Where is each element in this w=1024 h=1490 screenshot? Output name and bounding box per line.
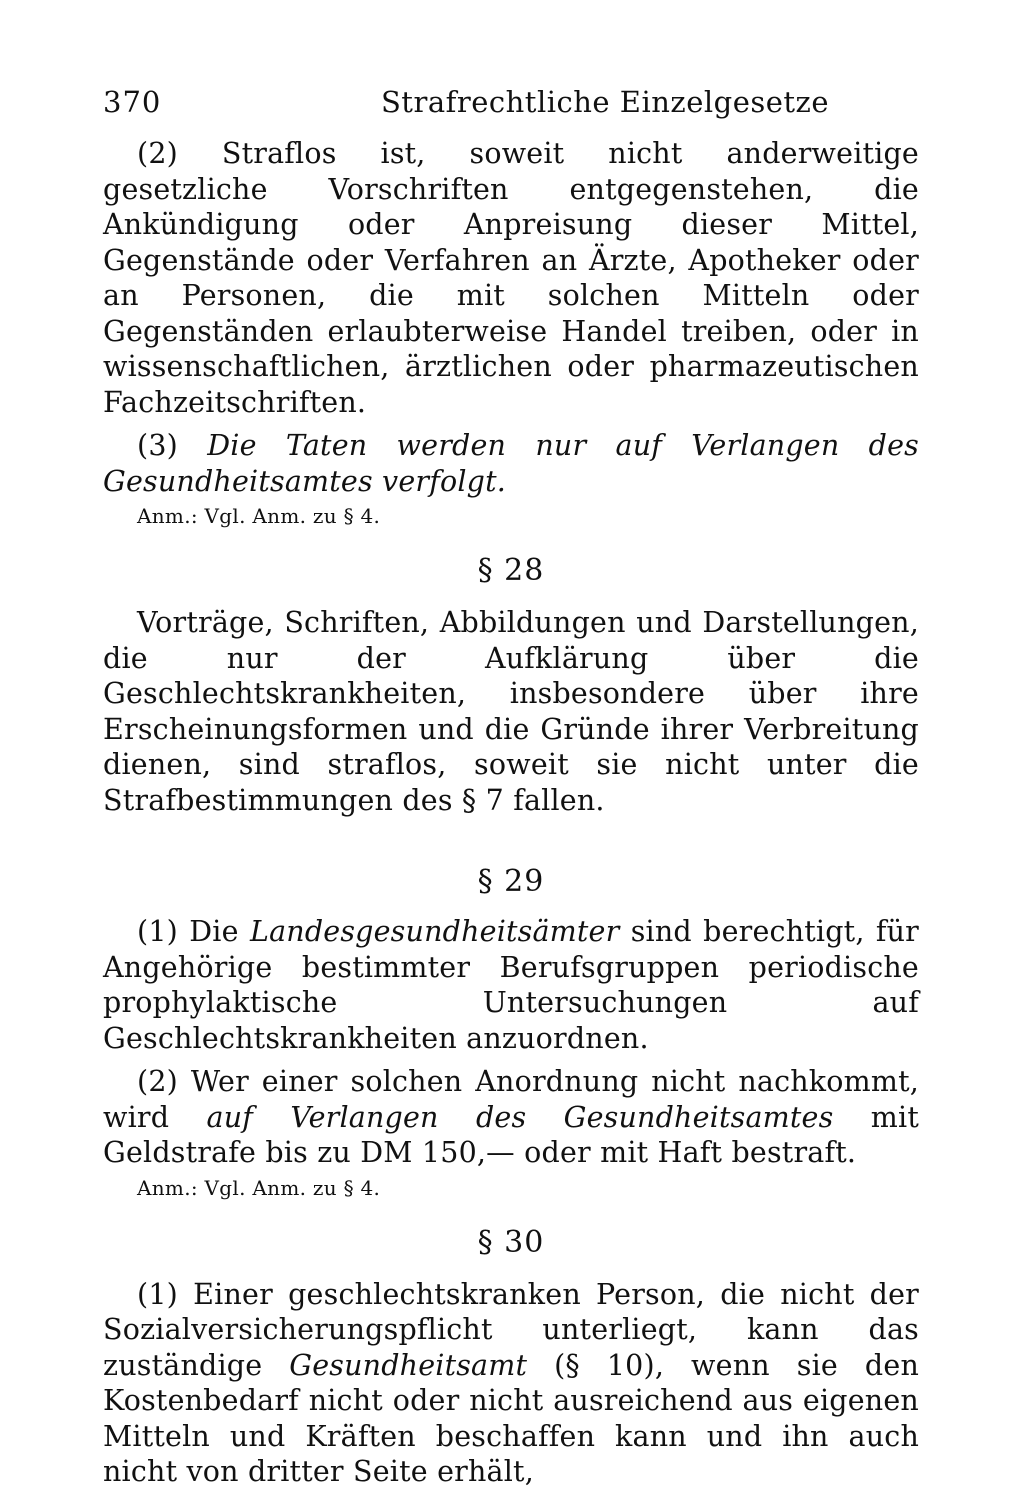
emphasis-text: Gesundheitsamt <box>289 1348 528 1382</box>
paragraph-29-2 <box>103 1064 919 1171</box>
running-title: Strafrechtliche Einzelgesetze <box>380 85 829 119</box>
annotation-note: Anm.: Vgl. Anm. zu § 4. <box>137 1175 381 1200</box>
paragraph-rest: sind berechtigt, für Angehörige bestimmter Berufsgruppen periodische prophylaktische Untersuchungen auf Geschlechtskrankheiten anzuordnen. <box>103 915 919 1055</box>
paragraph-lead: (1) Die <box>137 915 250 948</box>
paragraph-rest: (§ 10), wenn sie den Kostenbedarf nicht oder nicht ausreichend aus eigenen Mitteln und Kräften beschaffen kann und ihn auch nicht von dritter Seite erhält, <box>103 1348 919 1488</box>
paragraph-30-1 <box>103 1277 919 1490</box>
book-page <box>103 82 919 1490</box>
paragraph-rest: mit Geldstrafe bis zu DM 150,— oder mit Haft bestraft. <box>103 1100 919 1169</box>
emphasis-text: Die Taten werden nur auf Verlangen des Gesundheitsamtes verfolgt. <box>103 429 919 498</box>
section-heading-28: § 28 <box>477 553 545 588</box>
emphasis-text: auf Verlangen des Gesundheitsamtes <box>206 1100 834 1134</box>
emphasis-text: Landesgesundheitsämter <box>249 915 620 948</box>
paragraph-27-2: (2) Straflos ist, soweit nicht anderweitige gesetzliche Vorschriften entgegenstehen, die Ankündigung oder Anpreisung dieser Mittel, Gegenstände oder Verfahren an Ärzte, Apotheker oder an Personen, die mit solchen Mitteln oder Gegenständen erlaubterweise Handel treiben, oder in wissenschaftlichen, ärztlichen oder pharmazeutischen Fachzeitschriften. <box>103 137 919 419</box>
paragraph-28: Vorträge, Schriften, Abbildungen und Darstellungen, die nur der Aufklärung über die Geschlechtskrankheiten, insbesondere über ihre Erscheinungsformen und die Gründe ihrer Verbreitung dienen, sind straflos, soweit sie nicht unter die Strafbestimmungen des § 7 fallen. <box>103 606 919 817</box>
paragraph-lead: (3) <box>137 429 208 462</box>
section-heading-30: § 30 <box>477 1224 545 1260</box>
page-number: 370 <box>103 85 162 119</box>
paragraph-29-1 <box>103 914 919 1056</box>
section-heading-29: § 29 <box>477 864 545 899</box>
page-header <box>103 82 919 122</box>
annotation-note: Anm.: Vgl. Anm. zu § 4. <box>137 504 381 528</box>
paragraph-27-3 <box>103 428 919 499</box>
paragraph-lead: (2) Wer einer solchen Anordnung nicht nachkommt, wird <box>103 1065 919 1134</box>
paragraph-lead: (1) Einer geschlechtskranken Person, die nicht der Sozialversicherungspflicht unterliegt, kann das zuständige <box>103 1277 919 1382</box>
